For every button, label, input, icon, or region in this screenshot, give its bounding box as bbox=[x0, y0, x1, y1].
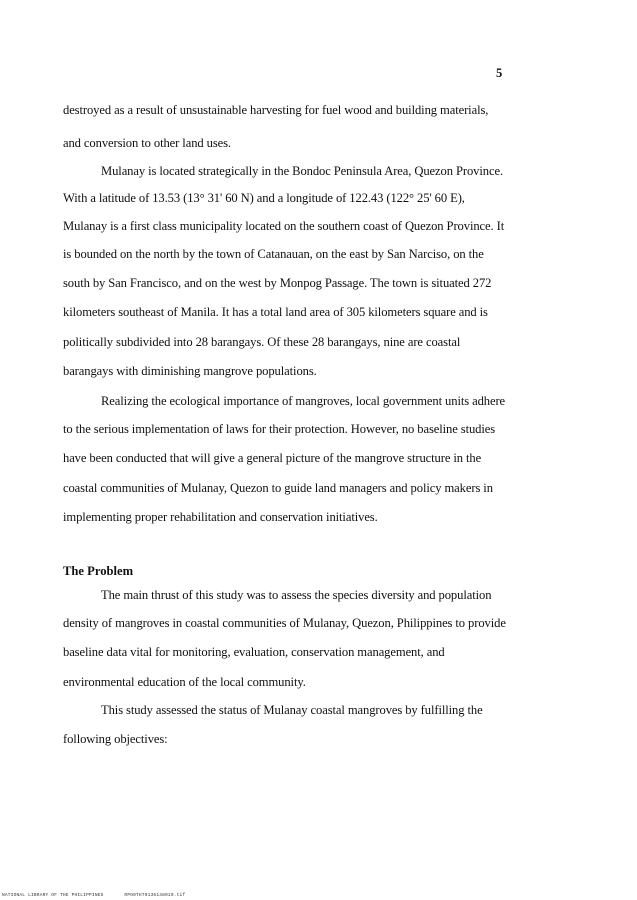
paragraph-2-line-7: politically subdivided into 28 barangays. Of these 28 barangays, nine are coastal bbox=[63, 335, 461, 349]
paragraph-5-line-1: This study assessed the status of Mulanay coastal mangroves by fulfilling the bbox=[101, 703, 483, 717]
paragraph-2-line-8: barangays with diminishing mangrove populations. bbox=[63, 364, 317, 378]
paragraph-2-line-4: is bounded on the north by the town of Catanauan, on the east by San Narciso, on the bbox=[63, 247, 484, 261]
paragraph-3-line-5: implementing proper rehabilitation and conservation initiatives. bbox=[63, 510, 378, 524]
paragraph-3-line-3: have been conducted that will give a general picture of the mangrove structure in the bbox=[63, 451, 482, 465]
paragraph-3-line-1: Realizing the ecological importance of mangroves, local government units adhere bbox=[101, 394, 506, 408]
paragraph-3-line-2: to the serious implementation of laws for their protection. However, no baseline studies bbox=[63, 422, 496, 436]
paragraph-2-line-2: With a latitude of 13.53 (13° 31' 60 N) and a longitude of 122.43 (122° 25' 60 E), bbox=[63, 191, 465, 205]
paragraph-4-line-2: density of mangroves in coastal communities of Mulanay, Quezon, Philippines to provide bbox=[63, 616, 506, 630]
section-heading: The Problem bbox=[63, 564, 134, 578]
paragraph-5-line-2: following objectives: bbox=[63, 732, 168, 746]
footer-library-name: NATIONAL LIBRARY OF THE PHILIPPINES bbox=[2, 893, 104, 898]
paragraph-2-line-5: south by San Francisco, and on the west by Monpog Passage. The town is situated 272 bbox=[63, 276, 492, 290]
paragraph-4-line-3: baseline data vital for monitoring, evaluation, conservation management, and bbox=[63, 645, 445, 659]
paragraph-2-line-1: Mulanay is located strategically in the Bondoc Peninsula Area, Quezon Province. bbox=[101, 164, 503, 178]
paragraph-4-line-4: environmental education of the local community. bbox=[63, 675, 306, 689]
scan-footer bbox=[2, 893, 203, 898]
paragraph-2-line-3: Mulanay is a first class municipality located on the southern coast of Quezon Province. It bbox=[63, 219, 505, 233]
paragraph-4-line-1: The main thrust of this study was to assess the species diversity and population bbox=[101, 588, 492, 602]
paragraph-1-line-2: and conversion to other land uses. bbox=[63, 136, 231, 150]
paragraph-2-line-6: kilometers southeast of Manila. It has a total land area of 305 kilometers square and is bbox=[63, 305, 488, 319]
footer-file-id: RPO0TH70136148010.tif bbox=[124, 893, 186, 898]
page-number: 5 bbox=[496, 66, 503, 80]
paragraph-1-line-1: destroyed as a result of unsustainable harvesting for fuel wood and building materials, bbox=[63, 103, 489, 117]
paragraph-3-line-4: coastal communities of Mulanay, Quezon to guide land managers and policy makers in bbox=[63, 481, 493, 495]
